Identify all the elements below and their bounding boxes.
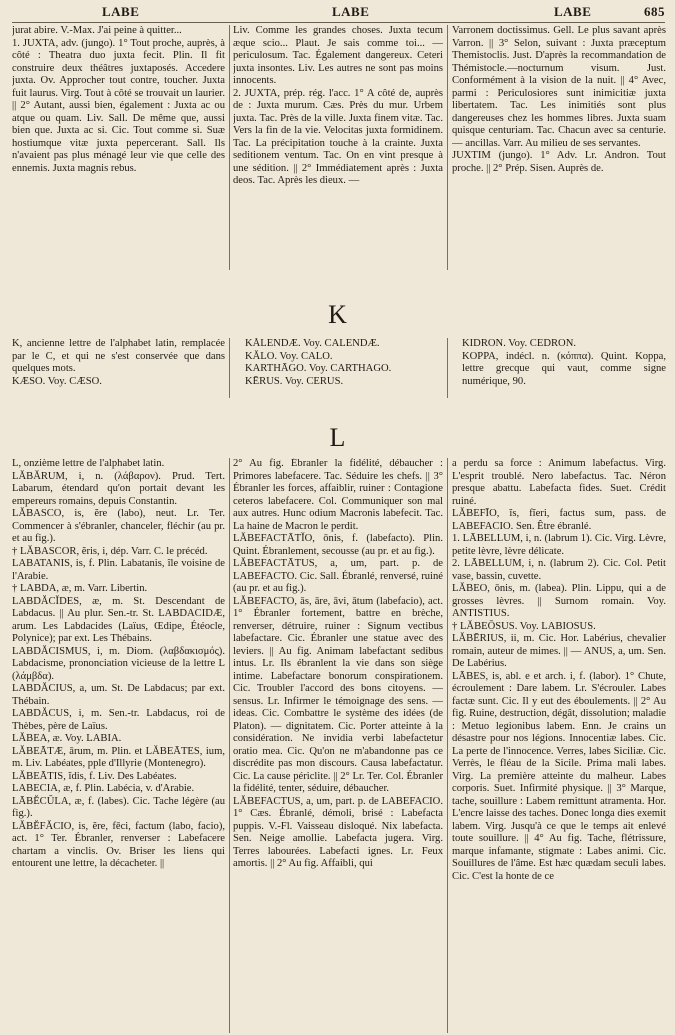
entry: K, ancienne lettre de l'alphabet latin, remplacée par le C, et qui ne s'est conservée que dans quelques mots.: [12, 338, 225, 374]
column-rule: [447, 458, 448, 1033]
section-letter-k: K: [328, 300, 347, 329]
entry: LĂBĒRIUS, ii, m. Cic. Hor. Labérius, chevalier romain, auteur de mimes. || — ANUS, a, um. Sen. De Labérius.: [452, 633, 666, 669]
entry: 2. LĀBELLUM, i, n. (labrum 2). Cic. Col. Petit vase, bassin, cuvette.: [452, 558, 666, 582]
k-column-3: [462, 338, 666, 398]
entry: L, onzième lettre de l'alphabet latin.: [12, 458, 165, 469]
entry: KĒRUS. Voy. CERUS.: [245, 375, 344, 387]
top-column-3: [452, 25, 666, 275]
header-left-word: LABE: [102, 4, 140, 19]
entry: LĂBEFACTĀTUS, a, um, part. p. de LABEFACTO. Cic. Sall. Ébranlé, renversé, ruiné (au pr. et au fig.).: [233, 558, 443, 594]
entry: † LABDA, æ, m. Varr. Libertin.: [12, 583, 148, 594]
entry: † LĂBASCOR, ĕris, i, dép. Varr. C. le précéd.: [12, 545, 208, 557]
running-header: [14, 4, 665, 22]
header-rule: [12, 22, 665, 23]
entry: LĂBEFACTO, ās, āre, āvi, ātum (labefacio), act. 1° Ébranler fortement, battre en brèche, renverser, détruire, ruiner : Signum vectibus labefactare. Cic. Ébranler une statue avec des leviers. || Au fig. Animam labefactant sedibus intus. Lr. Ils ébranlent la vie dans son siège intime. Labefactare bonorum conspirationem. Cic. Troubler l'accord des bons citoyens. — sensus. Lr. Infirmer le témoignage des sens. — ideas. Cic. Combattre le système des idées (de Platon). — dignitatem. Cic. Porter atteinte à la considération. Ne invidia verbi labefactetur oratio mea. Cic. Qu'on ne m'abandonne pas ce discrédite pas mon discours. Causa labefactatur. Cic. La cause périclite. || 2° Lr. Ter. Col. Ébranler la fidélité, tenter, séduire, débaucher.: [233, 595, 443, 794]
entry: KARTHĀGO. Voy. CARTHAGO.: [245, 363, 392, 374]
entry: LĂBĔFĂCIO, is, ĕre, fēci, factum (labo, facio), act. 1° Ter. Ébranler, renverser : Labefacere chartam a vinclis. Ov. Briser les liens qui entourent une lettre, la décacheter. ||: [12, 820, 225, 869]
entry: LĂBEFACTUS, a, um, part. p. de LABEFACIO. 1° Cæs. Ébranlé, démoli, brisé : Labefacta puppis. V.-Fl. Vaisseau disloqué. Nix labefacta. Sen. Neige amollie. Labefacta jugera. Virg. Terres labourées. Labefacti ignes. Lr. Feux amortis. || 2° Au fig. Affaibli, qui: [233, 795, 443, 869]
entry: LĂBEFACTĀTĬO, ōnis, f. (labefacto). Plin. Quint. Ébranlement, secousse (au pr. et au fig.).: [233, 533, 443, 557]
entry: † LĂBEŌSUS. Voy. LABIOSUS.: [452, 620, 596, 632]
column-rule: [447, 25, 448, 270]
entry: LĀBES, is, abl. e et arch. i, f. (labor). 1° Chute, écroulement : Dare labem. Lr. S'écrouler. Labes factæ sunt. Cic. Il y eut des éboulements. || 2° Au fig. Ruine, destruction, dégât, dissolution; maladie : Metuo legionibus labem. Enn. Je crains un désastre pour nos légions. Innocentiæ labes. Cic. La perte de l'innocence. Verres, labes Siciliæ. Cic. Verrès, le fléau de la Sicile. Prima mali labes. Virg. La première atteinte du malheur. Labes corporis. Suet. Infirmité physique. || 3° Marque, tache, souillure : Labem remittunt atramenta. Hor. L'encre laisse des taches. Donec longa dies exemit labem. Virg. Jusqu'à ce que le temps ait enlevé toute souillure. || 4° Au fig. Tache, flétrissure, marque infamante, stigmate : Labes animi. Cic. Souillures de l'âme. Est hæc quædam seculi labes. Cic. C'est la honte de ce: [452, 670, 666, 882]
entry: Varronem doctissimus. Gell. Le plus savant après Varron. || 3° Selon, suivant : Juxta præceptum Themistoclis. Just. D'après la recommandation de Thémistocle.—nocturnum visum. Just. Conformément à la vision de la nuit. || 4° Avec, parmi : Periculosiores sunt inimicitiæ juxta libertatem. Tac. Les inimitiés sont plus dangereuses chez les hommes libres. Juxta suam quisque centuriam. Tac. Chacun avec sa centurie. — ancillas. Varr. Au milieu de ses servantes.: [452, 25, 666, 149]
l-column-2: [233, 458, 443, 1033]
entry: LĂBEO, ōnis, m. (labea). Plin. Lippu, qui a de grosses lèvres. || Surnom romain. Voy. ANTISTIUS.: [452, 583, 666, 619]
column-rule: [229, 458, 230, 1033]
l-column-1: [12, 458, 225, 1033]
top-column-1: [12, 25, 225, 275]
entry: KIDRON. Voy. CEDRON.: [462, 338, 576, 349]
entry: LABECIA, æ, f. Plin. Labécia, v. d'Arabie.: [12, 783, 195, 794]
entry: LABDĂCIUS, a, um. St. De Labdacus; par ext. Thébain.: [12, 683, 225, 707]
k-column-2: [245, 338, 443, 398]
entry: KĂLENDÆ. Voy. CALENDÆ.: [245, 338, 380, 349]
column-rule: [229, 338, 230, 398]
entry: LĂBEA, æ. Voy. LABIA.: [12, 733, 122, 744]
entry: 2. JUXTA, prép. rég. l'acc. 1° A côté de, auprès de : Juxta murum. Cæs. Près du mur. Urbem juxta. Tac. Près de la ville. Juxta finem vitæ. Tac. Vers la fin de la vie. Velocitas juxta formidinem. Tac. La précipitation touche à la crainte. Juxta seditionem ventum. Tac. On en vint presque à une sédition. || 2° Immédiatement après : Juxta deos. Tac. Après les dieux. —: [233, 87, 443, 186]
entry: jurat abire. V.-Max. J'ai peine à quitter...: [12, 25, 182, 36]
entry: LĀBĔCŬLA, æ, f. (labes). Cic. Tache légère (au fig.).: [12, 795, 225, 819]
entry: LABDĂCĬDES, æ, m. St. Descendant de Labdacus. || Au plur. Sen.-tr. St. LABDACIDÆ, arum. Les Labdacides (Laïus, Œdipe, Étéocle, Polynice); par ext. Les Thébains.: [12, 595, 225, 644]
entry: LĂBĂRUM, i, n. (λάβαρον). Prud. Tert. Labarum, étendard qu'on portait devant les empereurs romains, depuis Constantin.: [12, 470, 225, 507]
entry: LĂBEFĪO, ĭs, fĭeri, factus sum, pass. de LABEFACIO. Sen. Être ébranlé.: [452, 508, 666, 532]
k-column-1: [12, 338, 225, 398]
entry: 1. JUXTA, adv. (jungo). 1° Tout proche, auprès, à côté : Theatra duo juxta fecit. Plin. Il fit construire deux théâtres juxtaposés. Accedere juxta. Ov. Approcher tout contre, toucher. Juxta fuit laurus. Virg. Tout à côté se trouvait un laurier. || 2° Autant, aussi bien, également : Juxta ac ou atque ou quam. Liv. Sall. De même que, aussi bien que. Juxta ac si. Cic. Tout comme si. Suæ hostiumque vitæ juxta pepercerant. Sall. Ils n'avaient pas plus ménagé leur vie que celle des ennemis. Juxta magnis rebus.: [12, 37, 225, 174]
entry: KÆSO. Voy. CÆSO.: [12, 375, 102, 387]
column-rule: [447, 338, 448, 398]
entry: LABATANIS, is, f. Plin. Labatanis, île voisine de l'Arabie.: [12, 558, 225, 582]
column-rule: [229, 25, 230, 270]
entry: KOPPA, indécl. n. (κόππα). Quint. Koppa, lettre grecque qui vaut, comme signe numérique, 90.: [462, 350, 666, 387]
entry: JUXTIM (jungo). 1° Adv. Lr. Andron. Tout proche. || 2° Prép. Sisen. Auprès de.: [452, 150, 666, 174]
entry: LABDĂCUS, i, m. Sen.-tr. Labdacus, roi de Thèbes, père de Laïus.: [12, 708, 225, 732]
section-letter-l: L: [329, 423, 346, 452]
entry: 2° Au fig. Ébranler la fidélité, débaucher : Primores labefacere. Tac. Séduire les chefs. || 3° Ébranler les forces, affaiblir, ruiner : Contagione ceteros labefacere. Col. Communiquer son mal aux autres. Hunc odium Macronis labefecit. Tac. La haine de Macron le perdit.: [233, 458, 443, 532]
entry: a perdu sa force : Animum labefactus. Virg. L'esprit troublé. Nero labefactus. Tac. Néron presque abattu. Labefacta fides. Suet. Crédit ruiné.: [452, 458, 666, 507]
entry: Liv. Comme les grandes choses. Juxta tecum æque scio... Plaut. Je sais comme toi... — periculosum. Tac. Également dangereux. Ceteri juxta insontes. Liv. Les autres ne sont pas moins innocents.: [233, 25, 443, 86]
l-column-3: [452, 458, 666, 1033]
header-center-word: LABE: [332, 4, 370, 19]
entry: KĂLO. Voy. CALO.: [245, 350, 333, 362]
entry: LABDĂCISMUS, i, m. Diom. (λαβδακισμός). Labdacisme, prononciation vicieuse de la lettre L (λάμβδα).: [12, 645, 225, 682]
entry: LĂBEĀTÆ, ārum, m. Plin. et LĂBEĀTES, ium, m. Liv. Labéates, pple d'Illyrie (Montenegro).: [12, 745, 225, 769]
top-column-2: [233, 25, 443, 275]
entry: 1. LĀBELLUM, i, n. (labrum 1). Cic. Virg. Lèvre, petite lèvre, lèvre délicate.: [452, 533, 666, 557]
page-number: 685: [644, 4, 665, 19]
entry: LĂBASCO, is, ĕre (labo), neut. Lr. Ter. Commencer à s'ébranler, chanceler, fléchir (au pr. et au fig.).: [12, 508, 225, 544]
header-right-word: LABE: [554, 4, 592, 19]
entry: LĂBEĀTIS, ĭdis, f. Liv. Des Labéates.: [12, 770, 177, 782]
